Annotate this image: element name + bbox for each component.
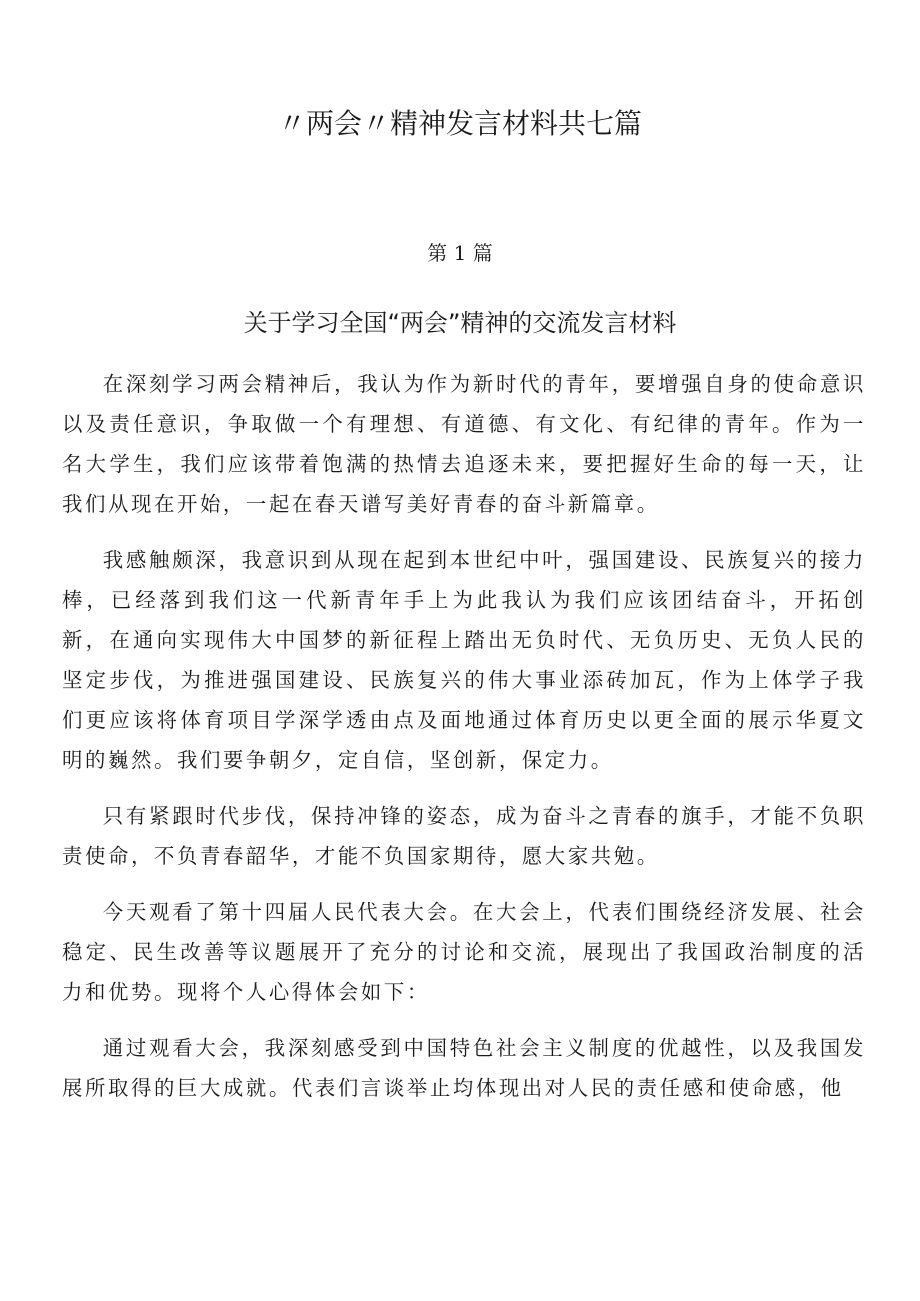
document-body [62, 364, 866, 1124]
part-label: 第 1 篇 [427, 241, 493, 265]
document-title: 〃两会〃精神发言材料共七篇 [277, 107, 642, 140]
paragraph: 在深刻学习两会精神后，我认为作为新时代的青年，要增强自身的使命意识以及责任意识，争取做一个有理想、有道德、有文化、有纪律的青年。作为一名大学生，我们应该带着饱满的热情去追逐未来，要把握好生命的每一天，让我们从现在开始，一起在春天谱写美好青春的奋斗新篇章。 [62, 372, 866, 516]
paragraph: 只有紧跟时代步伐，保持冲锋的姿态，成为奋斗之青春的旗手，才能不负职责使命，不负青春韶华，才能不负国家期待，愿大家共勉。 [62, 804, 866, 868]
paragraph: 我感触颇深，我意识到从现在起到本世纪中叶，强国建设、民族复兴的接力棒，已经落到我们这一代新青年手上为此我认为我们应该团结奋斗，开拓创新，在通向实现伟大中国梦的新征程上踏出无负时代、无负历史、无负人民的坚定步伐，为推进强国建设、民族复兴的伟大事业添砖加瓦，作为上体学子我们更应该将体育项目学深学透由点及面地通过体育历史以更全面的展示华夏文明的巍然。我们要争朝夕，定自信，坚创新，保定力。 [62, 548, 866, 772]
paragraph: 今天观看了第十四届人民代表大会。在大会上，代表们围绕经济发展、社会稳定、民生改善等议题展开了充分的讨论和交流，展现出了我国政治制度的活力和优势。现将个人心得体会如下： [62, 900, 866, 1004]
paragraph: 通过观看大会，我深刻感受到中国特色社会主义制度的优越性，以及我国发展所取得的巨大成就。代表们言谈举止均体现出对人民的责任感和使命感，他 [62, 1036, 866, 1100]
section-title: 关于学习全国“两会”精神的交流发言材料 [243, 309, 677, 337]
